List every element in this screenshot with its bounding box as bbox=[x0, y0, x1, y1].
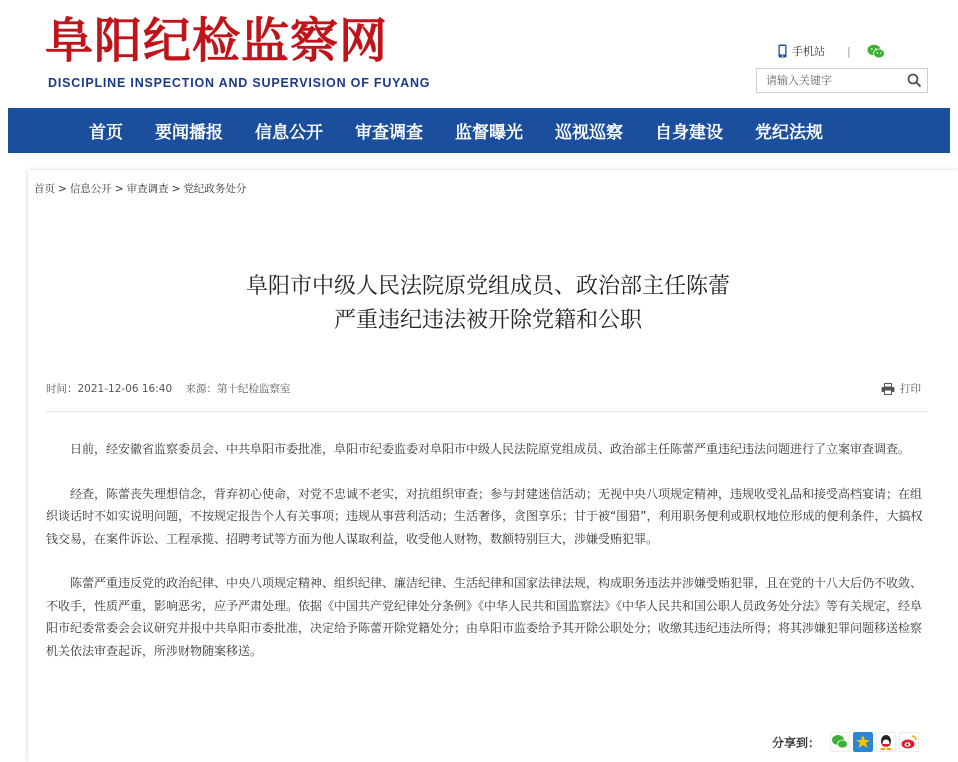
source-label: 来源： bbox=[185, 383, 217, 395]
breadcrumb-home[interactable]: 首页 bbox=[34, 183, 55, 195]
nav-item-inspection[interactable]: 巡视巡察 bbox=[555, 123, 623, 143]
share-label: 分享到： bbox=[772, 735, 821, 750]
site-logo[interactable]: 阜阳纪检监察网 bbox=[45, 13, 389, 69]
share-qzone-icon[interactable] bbox=[853, 732, 873, 752]
breadcrumb bbox=[34, 181, 246, 196]
breadcrumb-separator: > bbox=[114, 183, 124, 195]
share-qq-icon[interactable] bbox=[876, 732, 896, 752]
printer-icon bbox=[881, 383, 895, 395]
breadcrumb-separator: > bbox=[58, 183, 67, 195]
nav-item-news[interactable]: 要闻播报 bbox=[155, 123, 223, 143]
site-header bbox=[0, 0, 958, 108]
article-source: 第十纪检监察室 bbox=[216, 383, 291, 395]
print-button[interactable] bbox=[881, 381, 921, 396]
nav-item-home[interactable]: 首页 bbox=[89, 123, 123, 143]
time-label: 时间： bbox=[46, 383, 78, 395]
article-title-line1: 阜阳市中级人民法院原党组成员、政治部主任陈蕾 bbox=[245, 274, 730, 299]
article-title bbox=[28, 270, 948, 338]
print-label: 打印 bbox=[900, 383, 921, 395]
article-title-line2: 严重违纪违法被开除党籍和公职 bbox=[333, 308, 642, 333]
main-nav bbox=[8, 108, 950, 153]
top-links-separator: | bbox=[847, 44, 851, 58]
article-panel bbox=[28, 170, 958, 762]
wechat-icon[interactable] bbox=[867, 44, 885, 59]
nav-item-investigation[interactable]: 审查调查 bbox=[355, 123, 423, 143]
mobile-phone-icon bbox=[778, 44, 787, 58]
share-weibo-icon[interactable] bbox=[899, 732, 919, 752]
article-meta bbox=[46, 381, 290, 396]
breadcrumb-separator: > bbox=[171, 183, 181, 195]
article-paragraph: 日前，经安徽省监察委员会、中共阜阳市委批准，阜阳市纪委监委对阜阳市中级人民法院原党组成员、政治部主任陈蕾严重违纪违法问题进行了立案审查调查。 bbox=[70, 442, 911, 456]
nav-item-regulations[interactable]: 党纪法规 bbox=[755, 123, 823, 143]
nav-item-disclosure[interactable]: 信息公开 bbox=[255, 123, 323, 143]
top-links bbox=[778, 43, 885, 59]
mobile-site-link[interactable]: 手机站 bbox=[792, 45, 825, 58]
publish-time: 2021-12-06 16:40 bbox=[77, 383, 173, 395]
breadcrumb-disclosure[interactable]: 信息公开 bbox=[69, 183, 112, 195]
article-body bbox=[46, 438, 928, 684]
site-logo-subtitle: DISCIPLINE INSPECTION AND SUPERVISION OF FUYANG bbox=[48, 76, 431, 90]
article-paragraph: 陈蕾严重违反党的政治纪律、中央八项规定精神、组织纪律、廉洁纪律、生活纪律和国家法律法规，构成职务违法并涉嫌受贿犯罪，且在党的十八大后仍不收敛、不收手，性质严重，影响恶劣，应予严肃处理。依据《中国共产党纪律处分条例》《中华人民共和国监察法》《中华人民共和国公职人员政务处分法》等有关规定，经阜阳市纪委常委会会议研究并报中共阜阳市委批准，决定给予陈蕾开除党籍处分；由阜阳市监委给予其开除公职处分；收缴其违纪违法所得；将其涉嫌犯罪问题移送检察机关依法审查起诉，所涉财物随案移送。 bbox=[46, 576, 923, 658]
nav-item-self-building[interactable]: 自身建设 bbox=[655, 123, 723, 143]
share-bar bbox=[772, 732, 922, 752]
share-wechat-icon[interactable] bbox=[830, 732, 850, 752]
search-input[interactable] bbox=[757, 69, 902, 92]
breadcrumb-investigation[interactable]: 审查调查 bbox=[126, 183, 169, 195]
search-box bbox=[756, 68, 928, 93]
meta-divider bbox=[46, 411, 928, 412]
nav-item-supervision[interactable]: 监督曝光 bbox=[455, 123, 523, 143]
breadcrumb-discipline[interactable]: 党纪政务处分 bbox=[183, 183, 247, 195]
article-paragraph: 经查，陈蕾丧失理想信念，背弃初心使命，对党不忠诚不老实，对抗组织审查；参与封建迷信活动；无视中央八项规定精神，违规收受礼品和接受高档宴请；在组织谈话时不如实说明问题，不按规定报告个人有关事项；违规从事营利活动；生活奢侈，贪图享乐；甘于被“围猎”，利用职务便利或职权地位形成的便利条件，大搞权钱交易，在案件诉讼、工程承揽、招聘考试等方面为他人谋取利益，收受他人财物，数额特别巨大，涉嫌受贿犯罪。 bbox=[46, 486, 923, 546]
search-icon[interactable] bbox=[907, 73, 922, 88]
